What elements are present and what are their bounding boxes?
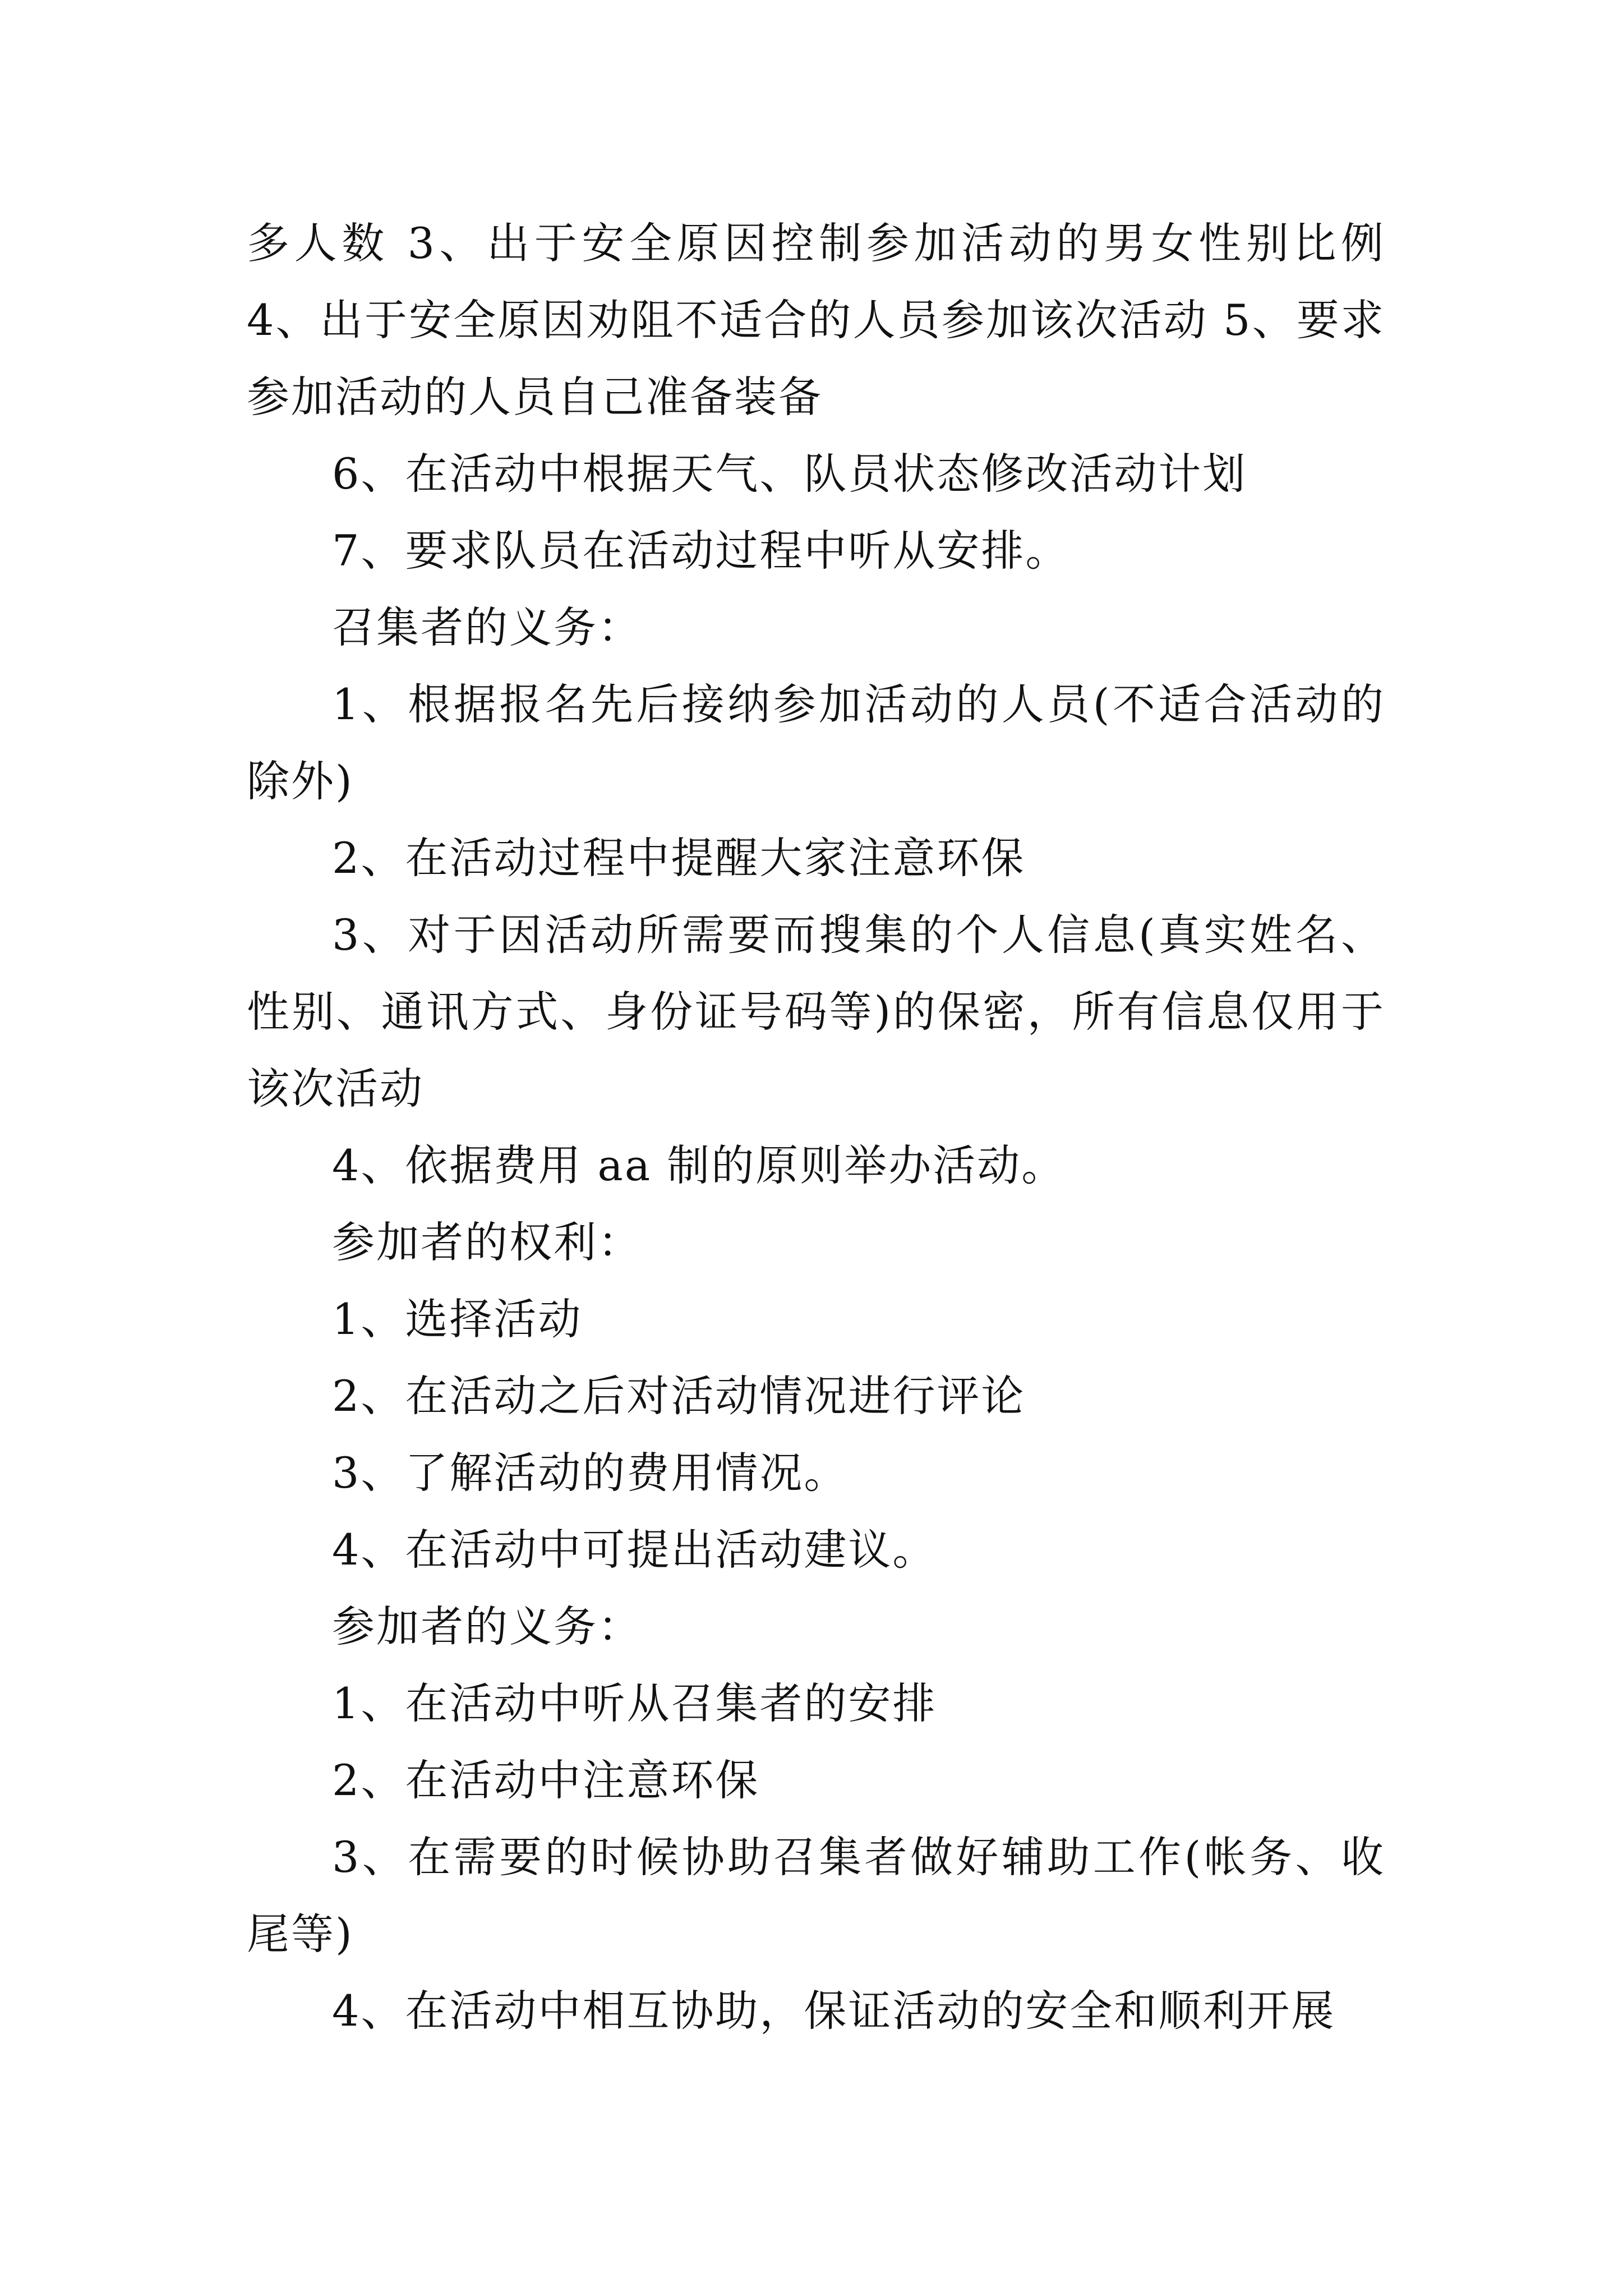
paragraph-continuation: 多人数 3、出于安全原因控制参加活动的男女性别比例 4、出于安全原因劝阻不适合的人员参加该次活动 5、要求参加活动的人员自己准备装备 — [247, 218, 1385, 422]
paragraph-participant-duty-1: 1、在活动中听从召集者的安排 — [332, 1678, 937, 1728]
paragraph-organizer-duty-2: 2、在活动过程中提醒大家注意环保 — [332, 833, 1026, 883]
paragraph-organizer-duty-1: 1、根据报名先后接纳参加活动的人员(不适合活动的除外) — [247, 679, 1385, 806]
paragraph-participant-right-2: 2、在活动之后对活动情况进行评论 — [332, 1371, 1026, 1421]
heading-participant-rights: 参加者的权利： — [332, 1217, 642, 1267]
paragraph-organizer-right-6: 6、在活动中根据天气、队员状态修改活动计划 — [332, 449, 1247, 499]
paragraph-participant-duty-4: 4、在活动中相互协助，保证活动的安全和顺利开展 — [332, 1986, 1336, 2036]
paragraph-participant-duty-3: 3、在需要的时候协助召集者做好辅助工作(帐务、收尾等) — [247, 1832, 1385, 1959]
document-body — [247, 205, 1385, 2049]
paragraph-organizer-duty-4: 4、依据费用 aa 制的原则举办活动。 — [332, 1140, 1066, 1190]
paragraph-participant-right-3: 3、了解活动的费用情况。 — [332, 1448, 849, 1498]
paragraph-participant-right-4: 4、在活动中可提出活动建议。 — [332, 1525, 937, 1575]
paragraph-participant-right-1: 1、选择活动 — [332, 1294, 583, 1344]
paragraph-organizer-duty-3: 3、对于因活动所需要而搜集的个人信息(真实姓名、性别、通讯方式、身份证号码等)的保密，所有信息仅用于该次活动 — [247, 910, 1385, 1114]
paragraph-participant-duty-2: 2、在活动中注意环保 — [332, 1755, 760, 1805]
paragraph-organizer-right-7: 7、要求队员在活动过程中听从安排。 — [332, 526, 1070, 576]
heading-participant-duties: 参加者的义务： — [332, 1602, 642, 1651]
heading-organizer-duties: 召集者的义务： — [332, 602, 642, 652]
